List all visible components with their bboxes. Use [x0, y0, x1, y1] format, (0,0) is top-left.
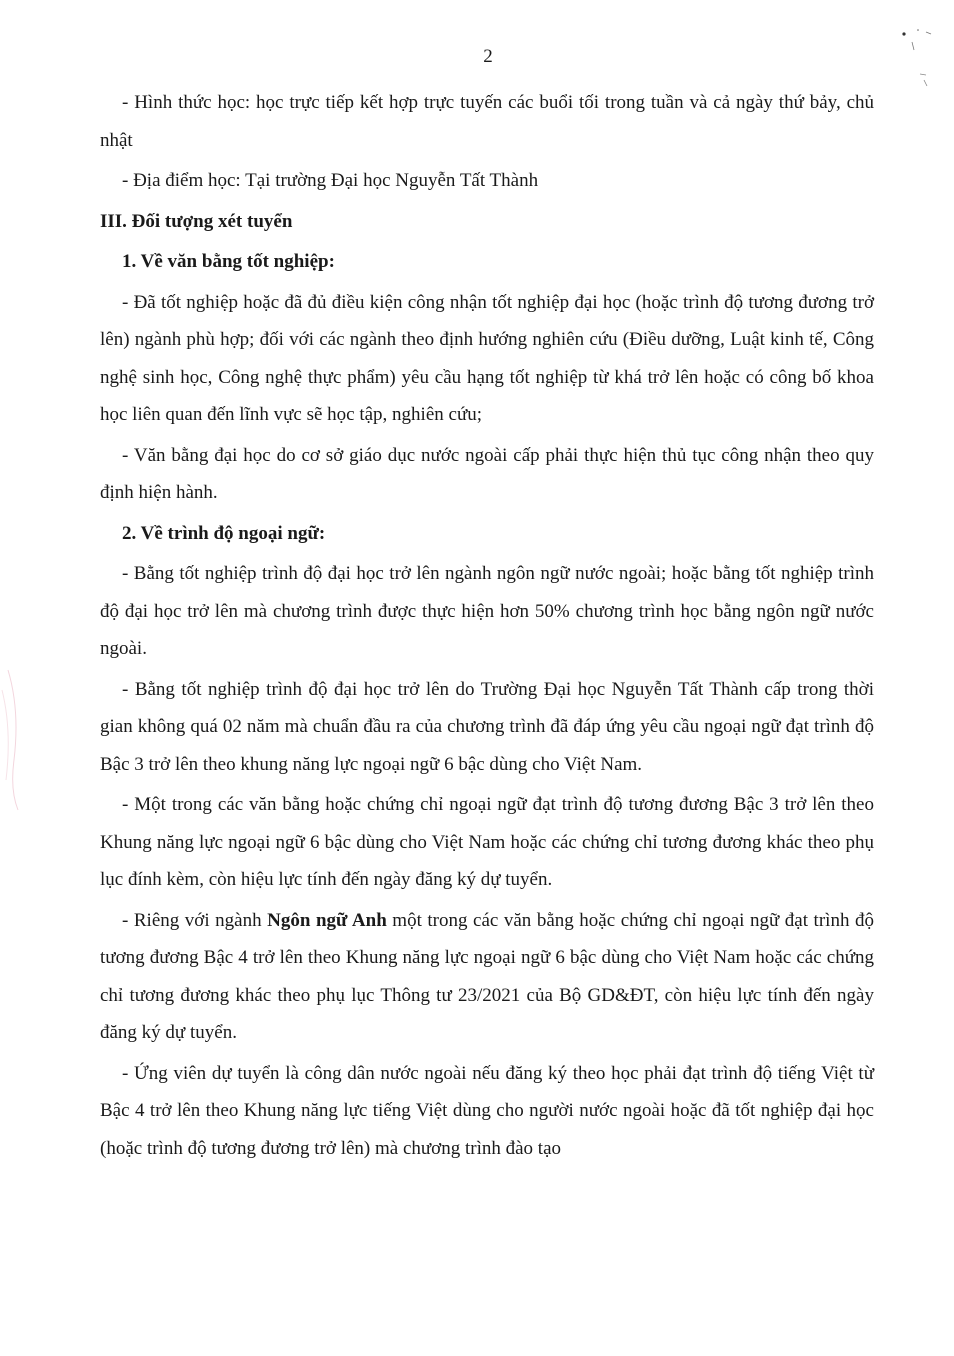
paragraph-english-major [100, 902, 874, 1052]
paragraph-ntt-degree: - Bằng tốt nghiệp trình độ đại học trở lên do Trường Đại học Nguyễn Tất Thành cấp trong thời gian không quá 02 năm mà chuẩn đầu ra của chương trình đã đáp ứng yêu cầu ngoại ngữ đạt trình độ Bậc 3 trở lên theo khung năng lực ngoại ngữ 6 bậc dùng cho Việt Nam. [100, 678, 874, 775]
section-heading-admission-targets: III. Đối tượng xét tuyển [100, 210, 293, 232]
paragraph-degree-requirement: - Đã tốt nghiệp hoặc đã đủ điều kiện công nhận tốt nghiệp đại học (hoặc trình độ tương đương trở lên) ngành phù hợp; đối với các ngành theo định hướng nghiên cứu (Điều dưỡng, Luật kinh tế, Công nghệ sinh học, Công nghệ thực phẩm) yêu cầu hạng tốt nghiệp từ khá trở lên hoặc có công bố khoa học liên quan đến lĩnh vực sẽ học tập, nghiên cứu; [100, 291, 874, 425]
english-major-text-after: một trong các văn bằng hoặc chứng chỉ ngoại ngữ đạt trình độ tương đương Bậc 4 trở lên theo Khung năng lực ngoại ngữ 6 bậc dùng cho Việt Nam hoặc các chứng chỉ tương đương khác theo phụ lục Thông tư 23/2021 của Bộ GD&ĐT, còn hiệu lực tính đến ngày đăng ký dự tuyển. [100, 909, 874, 1043]
subheading-degree: 1. Về văn bằng tốt nghiệp: [122, 251, 335, 272]
paragraph-study-location: - Địa điểm học: Tại trường Đại học Nguyễn Tất Thành [122, 170, 539, 191]
paragraph-study-format: - Hình thức học: học trực tiếp kết hợp trực tuyến các buổi tối trong tuần và cả ngày thứ bảy, chủ nhật [100, 92, 874, 151]
paragraph-language-degree: - Bằng tốt nghiệp trình độ đại học trở lên ngành ngôn ngữ nước ngoài; hoặc bằng tốt nghiệp trình độ đại học trở lên mà chương trình được thực hiện hơn 50% chương trình học bằng ngôn ngữ nước ngoài. [100, 563, 874, 659]
subheading-foreign-language: 2. Về trình độ ngoại ngữ: [122, 522, 326, 544]
english-major-name: Ngôn ngữ Anh [267, 909, 387, 931]
paragraph-language-certificate: - Một trong các văn bằng hoặc chứng chỉ ngoại ngữ đạt trình độ tương đương Bậc 3 trở lên theo Khung năng lực ngoại ngữ 6 bậc dùng cho Việt Nam hoặc các chứng chỉ tương đương khác theo phụ lục đính kèm, còn hiệu lực tính đến ngày đăng ký dự tuyển. [100, 794, 874, 890]
page-number: 2 [483, 46, 493, 67]
paragraph-foreign-degree: - Văn bằng đại học do cơ sở giáo dục nước ngoài cấp phải thực hiện thủ tục công nhận theo quy định hiện hành. [100, 444, 874, 503]
english-major-text-before: - Riêng với ngành [122, 909, 268, 931]
scan-edge-marks [0, 660, 30, 820]
paragraph-foreign-candidates: - Ứng viên dự tuyển là công dân nước ngoài nếu đăng ký theo học phải đạt trình độ tiếng Việt từ Bậc 4 trở lên theo Khung năng lực tiếng Việt dùng cho người nước ngoài hoặc đã tốt nghiệp đại học (hoặc trình độ tương đương trở lên) mà chương trình đào tạo [100, 1062, 874, 1159]
document-body [100, 84, 874, 1170]
